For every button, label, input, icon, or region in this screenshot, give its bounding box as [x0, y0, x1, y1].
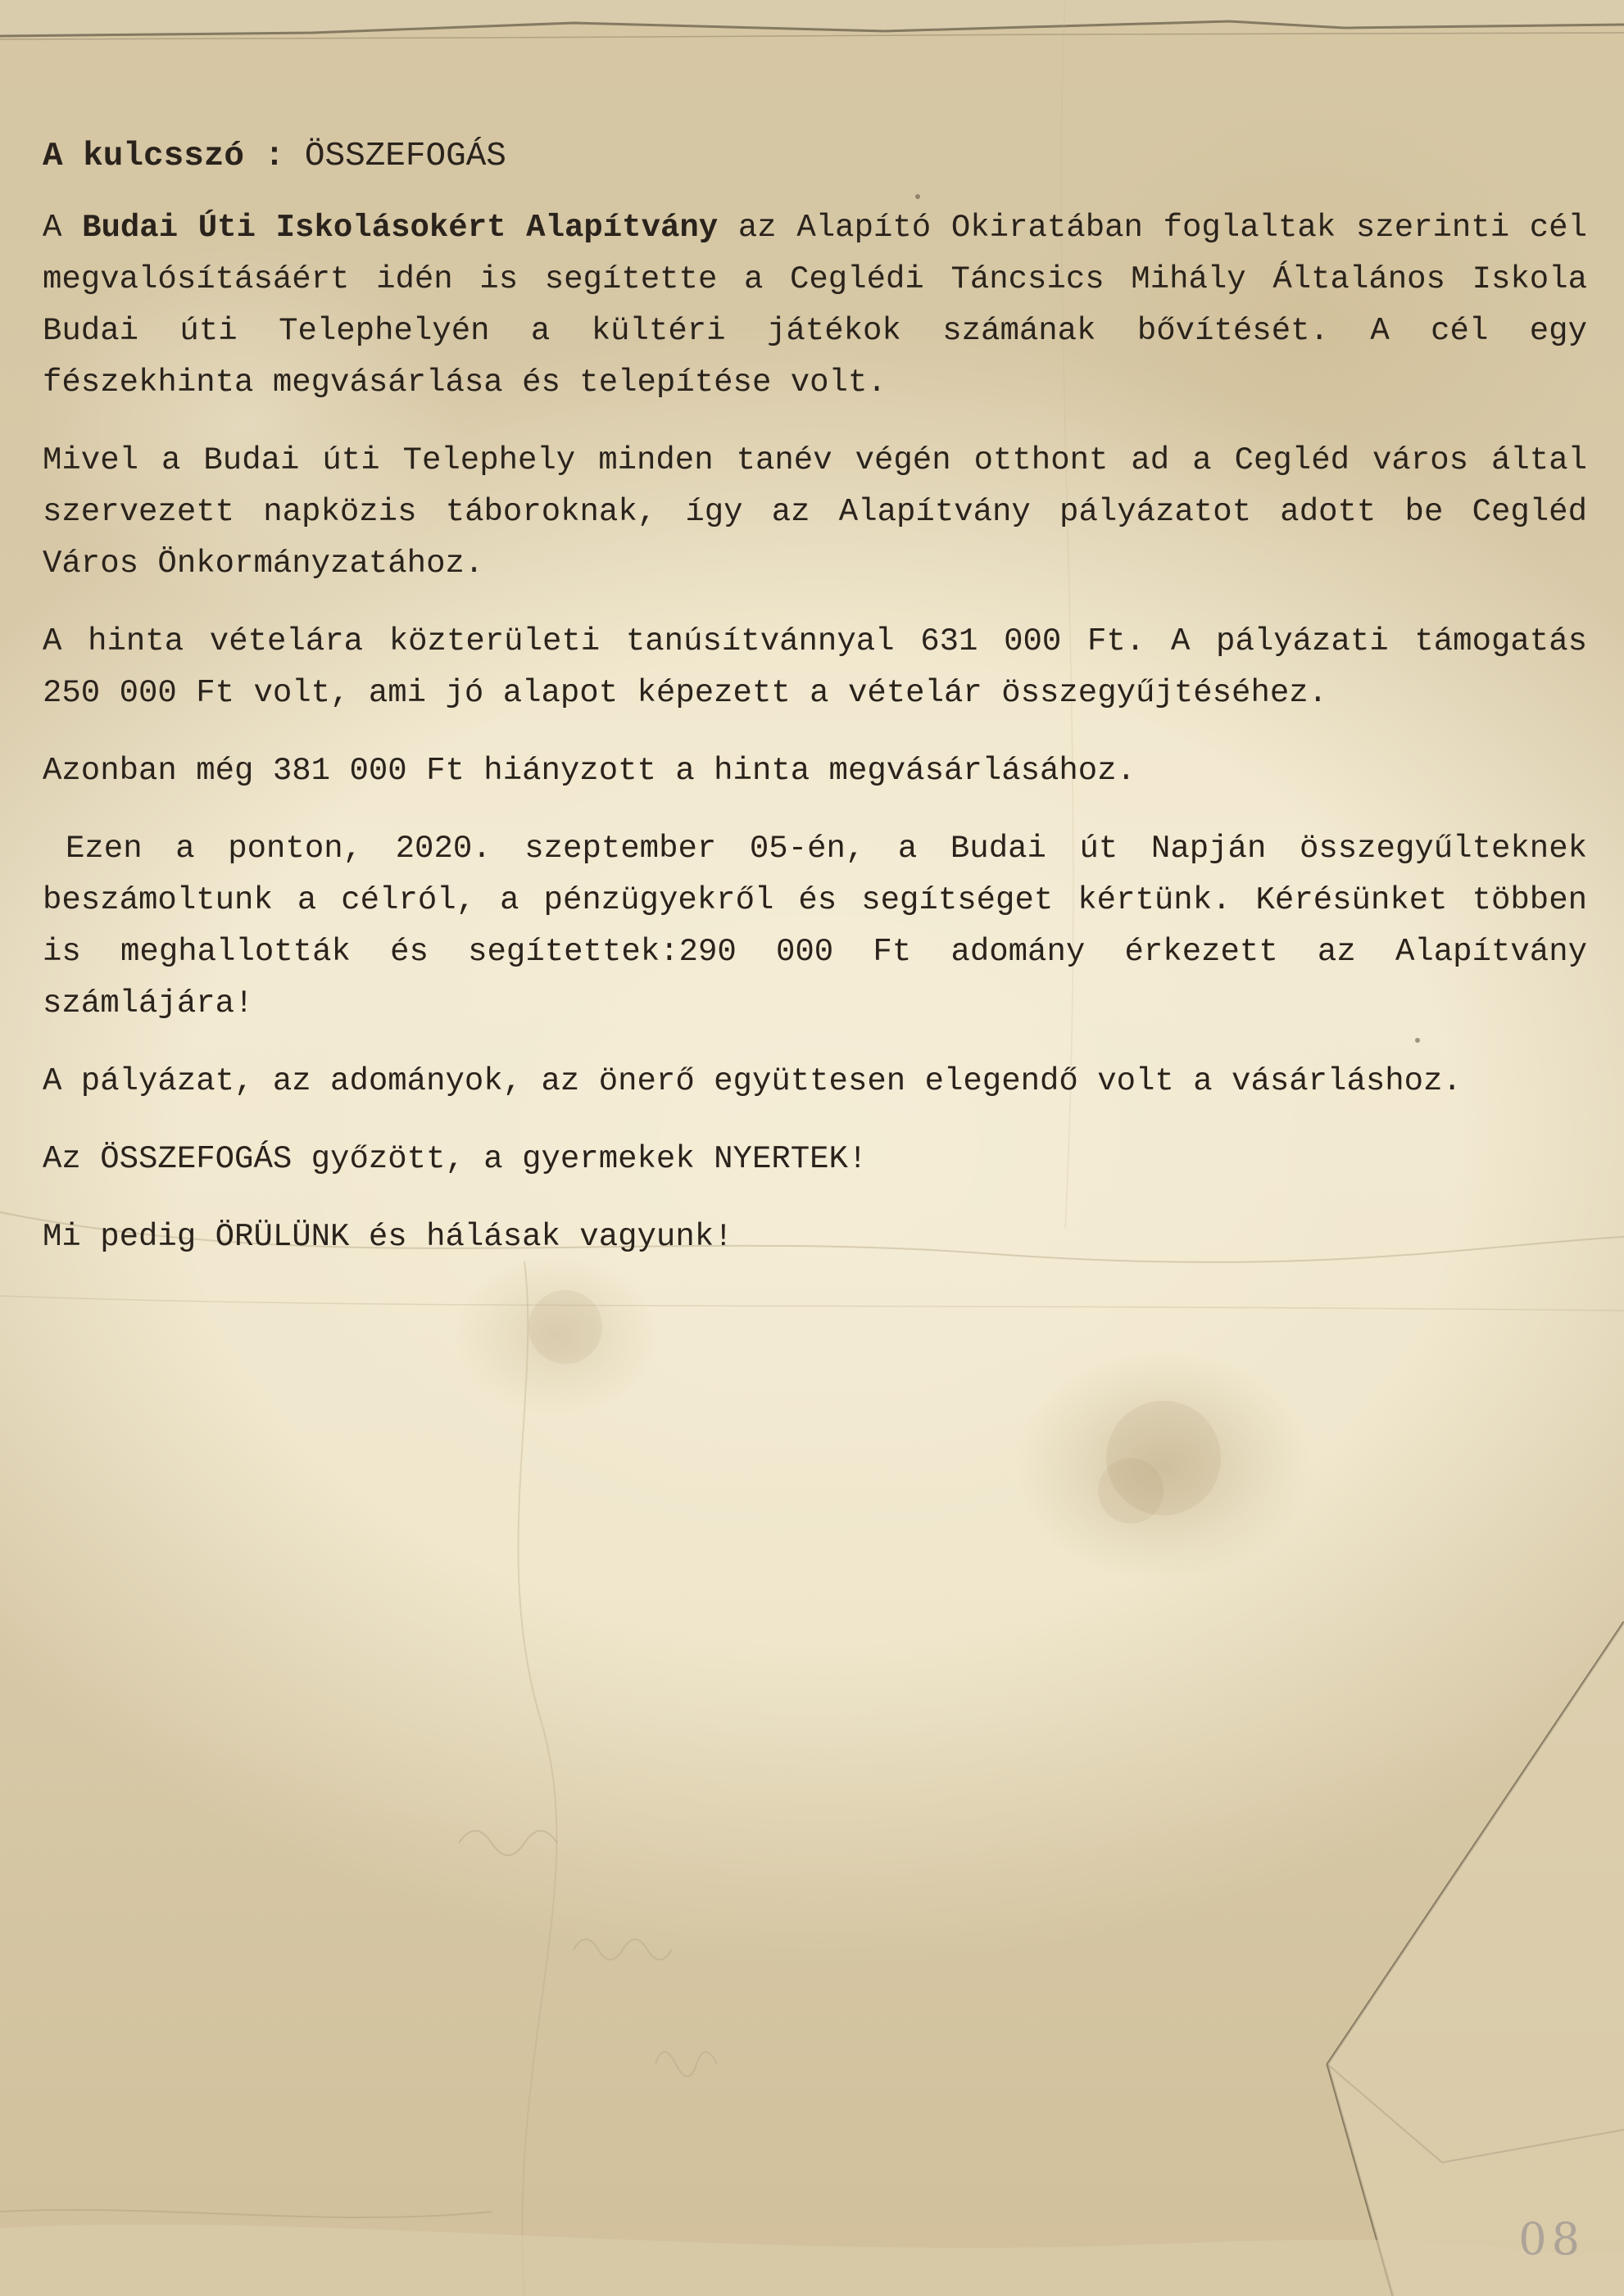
paragraph-price: A hinta vételára közterületi tanúsítvánnyal 631 000 Ft. A pályázati támogatás 250 000 Ft volt, ami jó alapot képezett a vételár összegyűjtéséhez.	[43, 623, 1587, 711]
document-heading	[43, 131, 1587, 183]
paragraph-intro-text: az Alapító Okiratában foglaltak szerinti cél megvalósításáért idén is segítette a Ceglédi Táncsics Mihály Általános Iskola Budai úti Telephelyén a kültéri játékok számának bővítését. A cél egy fészekhinta megvásárlása és telepítése volt.	[43, 210, 1587, 401]
heading-bold: A kulcsszó :	[43, 138, 285, 175]
paragraph-foundation-intro	[43, 202, 1587, 409]
foundation-name: Budai Úti Iskolásokért Alapítvány	[82, 210, 719, 246]
paragraph-missing-amount: Azonban még 381 000 Ft hiányzott a hinta megvásárlásához.	[43, 753, 1136, 789]
paragraph-donations: Ezen a ponton, 2020. szeptember 05-én, a Budai út Napján összegyűlteknek beszámoltunk a célról, a pénzügyekről és segítséget kértünk. Kérésünket többen is meghallották és segítettek:290 000 Ft adomány érkezett az Alapítvány számlájára!	[43, 831, 1587, 1021]
paragraph-victory: Az ÖSSZEFOGÁS győzött, a gyermekek NYERTEK!	[43, 1141, 868, 1177]
paragraph-prefix: A	[43, 210, 62, 246]
heading-keyword: ÖSSZEFOGÁS	[304, 138, 506, 175]
document-body	[43, 131, 1587, 1289]
page-number: 08	[1518, 2213, 1585, 2265]
paragraph-thanks: Mi pedig ÖRÜLÜNK és hálásak vagyunk!	[43, 1219, 733, 1255]
paragraph-tender: Mivel a Budai úti Telephely minden tanév végén otthont ad a Cegléd város által szervezett napközis táboroknak, így az Alapítvány pályázatot adott be Cegléd Város Önkormányzatához.	[43, 442, 1587, 582]
paragraph-sufficient: A pályázat, az adományok, az önerő együttesen elegendő volt a vásárláshoz.	[43, 1063, 1462, 1099]
